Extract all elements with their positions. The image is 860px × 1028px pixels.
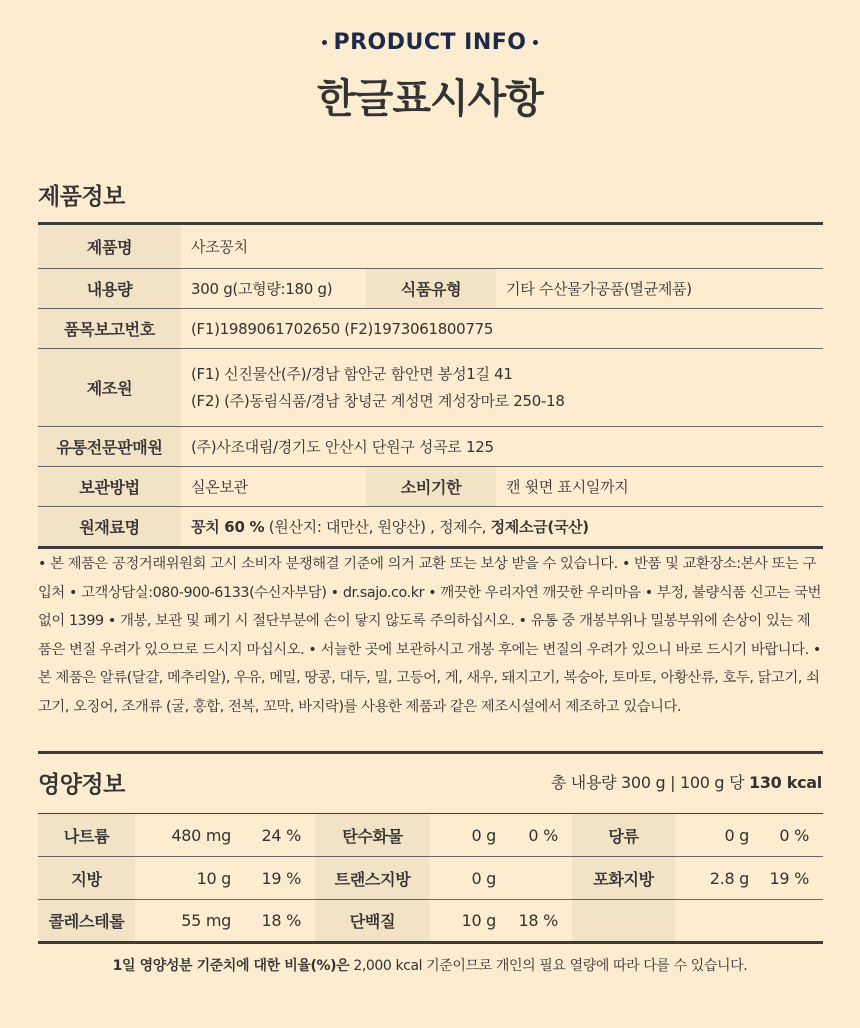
volume-label: 내용량 xyxy=(38,269,181,309)
nutrient-amount: 0 g xyxy=(430,857,502,900)
nutrient-amount: 10 g xyxy=(135,857,237,900)
table-row xyxy=(38,224,823,269)
product-info-subtitle: PRODUCT INFO xyxy=(322,30,537,55)
table-row xyxy=(38,309,823,349)
report-number-label: 품목보고번호 xyxy=(38,309,181,349)
nutrient-amount: 2.8 g xyxy=(675,857,755,900)
page-header xyxy=(0,30,860,124)
nutrient-percent xyxy=(502,857,572,900)
manufacturer-value: (F1) 신진물산(주)/경남 함안군 함안면 봉성1길 41 (F2) (주)동림식품/경남 창녕군 계성면 계성장마로 250-18 xyxy=(181,349,823,427)
section-divider xyxy=(38,751,823,754)
nutrient-label: 당류 xyxy=(572,814,675,857)
storage-value: 실온보관 xyxy=(181,467,366,507)
nutrient-label: 단백질 xyxy=(315,900,430,943)
table-row xyxy=(38,507,823,548)
storage-label: 보관방법 xyxy=(38,467,181,507)
nutrient-label: 탄수화물 xyxy=(315,814,430,857)
expiry-value: 캔 윗면 표시일까지 xyxy=(496,467,823,507)
ingredients-value: 꽁치 60 % (원산지: 대만산, 원양산) , 정제수, 정제소금(국산) xyxy=(181,507,823,548)
manufacturer-label: 제조원 xyxy=(38,349,181,427)
table-row xyxy=(38,900,823,943)
table-row xyxy=(38,857,823,900)
table-row xyxy=(38,349,823,427)
nutrient-label: 콜레스테롤 xyxy=(38,900,135,943)
nutrition-heading: 영양정보 xyxy=(38,772,125,798)
expiry-label: 소비기한 xyxy=(366,467,496,507)
nutrition-table xyxy=(38,813,823,944)
distributor-label: 유통전문판매원 xyxy=(38,427,181,467)
nutrient-amount: 0 g xyxy=(675,814,755,857)
nutrient-percent: 0 % xyxy=(755,814,823,857)
dot-icon xyxy=(533,40,538,45)
table-row xyxy=(38,467,823,507)
product-info-table xyxy=(38,222,823,549)
nutrient-label: 나트륨 xyxy=(38,814,135,857)
dot-icon xyxy=(322,40,327,45)
product-name-label: 제품명 xyxy=(38,224,181,269)
nutrient-percent: 18 % xyxy=(502,900,572,943)
food-type-label: 식품유형 xyxy=(366,269,496,309)
table-row xyxy=(38,269,823,309)
nutrient-percent: 19 % xyxy=(237,857,315,900)
nutrient-amount xyxy=(675,900,755,943)
nutrient-amount: 55 mg xyxy=(135,900,237,943)
page-title: 한글표시사항 xyxy=(317,76,543,122)
product-info-heading: 제품정보 xyxy=(38,184,125,210)
volume-value: 300 g(고형량:180 g) xyxy=(181,269,366,309)
nutrition-footnote: 1일 영양성분 기준치에 대한 비율(%)은 2,000 kcal 기준이므로 개인의 필요 열량에 따라 다를 수 있습니다. xyxy=(112,958,748,974)
nutrient-percent: 18 % xyxy=(237,900,315,943)
nutrient-percent xyxy=(755,900,823,943)
product-name-value: 사조꽁치 xyxy=(181,224,823,269)
nutrient-amount: 10 g xyxy=(430,900,502,943)
nutrient-amount: 480 mg xyxy=(135,814,237,857)
nutrient-amount: 0 g xyxy=(430,814,502,857)
nutrient-percent: 19 % xyxy=(755,857,823,900)
report-number-value: (F1)1989061702650 (F2)1973061800775 xyxy=(181,309,823,349)
table-row xyxy=(38,427,823,467)
nutrient-label xyxy=(572,900,675,943)
consumer-notes: • 본 제품은 공정거래위원회 고시 소비자 분쟁해결 기준에 의거 교환 또는 보상 받을 수 있습니다. • 반품 및 교환장소:본사 또는 구입처 • 고객상담실:080-900-6133(수신자부담) • dr.sajo.co.kr • 깨끗한 우리자연 깨끗한 우리마음 • 부정, 불량식품 신고는 국번없이 1399 • 개봉, 보관 및 폐기 시 절단부분에 손이 닿지 않도록 주의하십시오. • 유통 중 개봉부위나 밀봉부위에 손상이 있는 제품은 변질 우려가 있으므로 드시지 마십시오. • 서늘한 곳에 보관하시고 개봉 후에는 변질의 우려가 있으니 바로 드시기 바랍니다. • 본 제품은 알류(달걀, 메추리알), 우유, 메밀, 땅콩, 대두, 밀, 고등어, 게, 새우, 돼지고기, 복숭아, 토마토, 아황산류, 호두, 닭고기, 쇠고기, 오징어, 조개류 (굴, 홍합, 전복, 꼬막, 바지락)를 사용한 제품과 같은 제조시설에서 제조하고 있습니다. xyxy=(38,556,822,715)
ingredients-label: 원재료명 xyxy=(38,507,181,548)
food-type-value: 기타 수산물가공품(멸균제품) xyxy=(496,269,823,309)
distributor-value: (주)사조대림/경기도 안산시 단원구 성곡로 125 xyxy=(181,427,823,467)
nutrient-percent: 24 % xyxy=(237,814,315,857)
nutrient-percent: 0 % xyxy=(502,814,572,857)
table-row xyxy=(38,814,823,857)
nutrition-summary: 총 내용량 300 g | 100 g 당 130 kcal xyxy=(550,773,822,792)
nutrient-label: 포화지방 xyxy=(572,857,675,900)
nutrient-label: 트랜스지방 xyxy=(315,857,430,900)
nutrient-label: 지방 xyxy=(38,857,135,900)
